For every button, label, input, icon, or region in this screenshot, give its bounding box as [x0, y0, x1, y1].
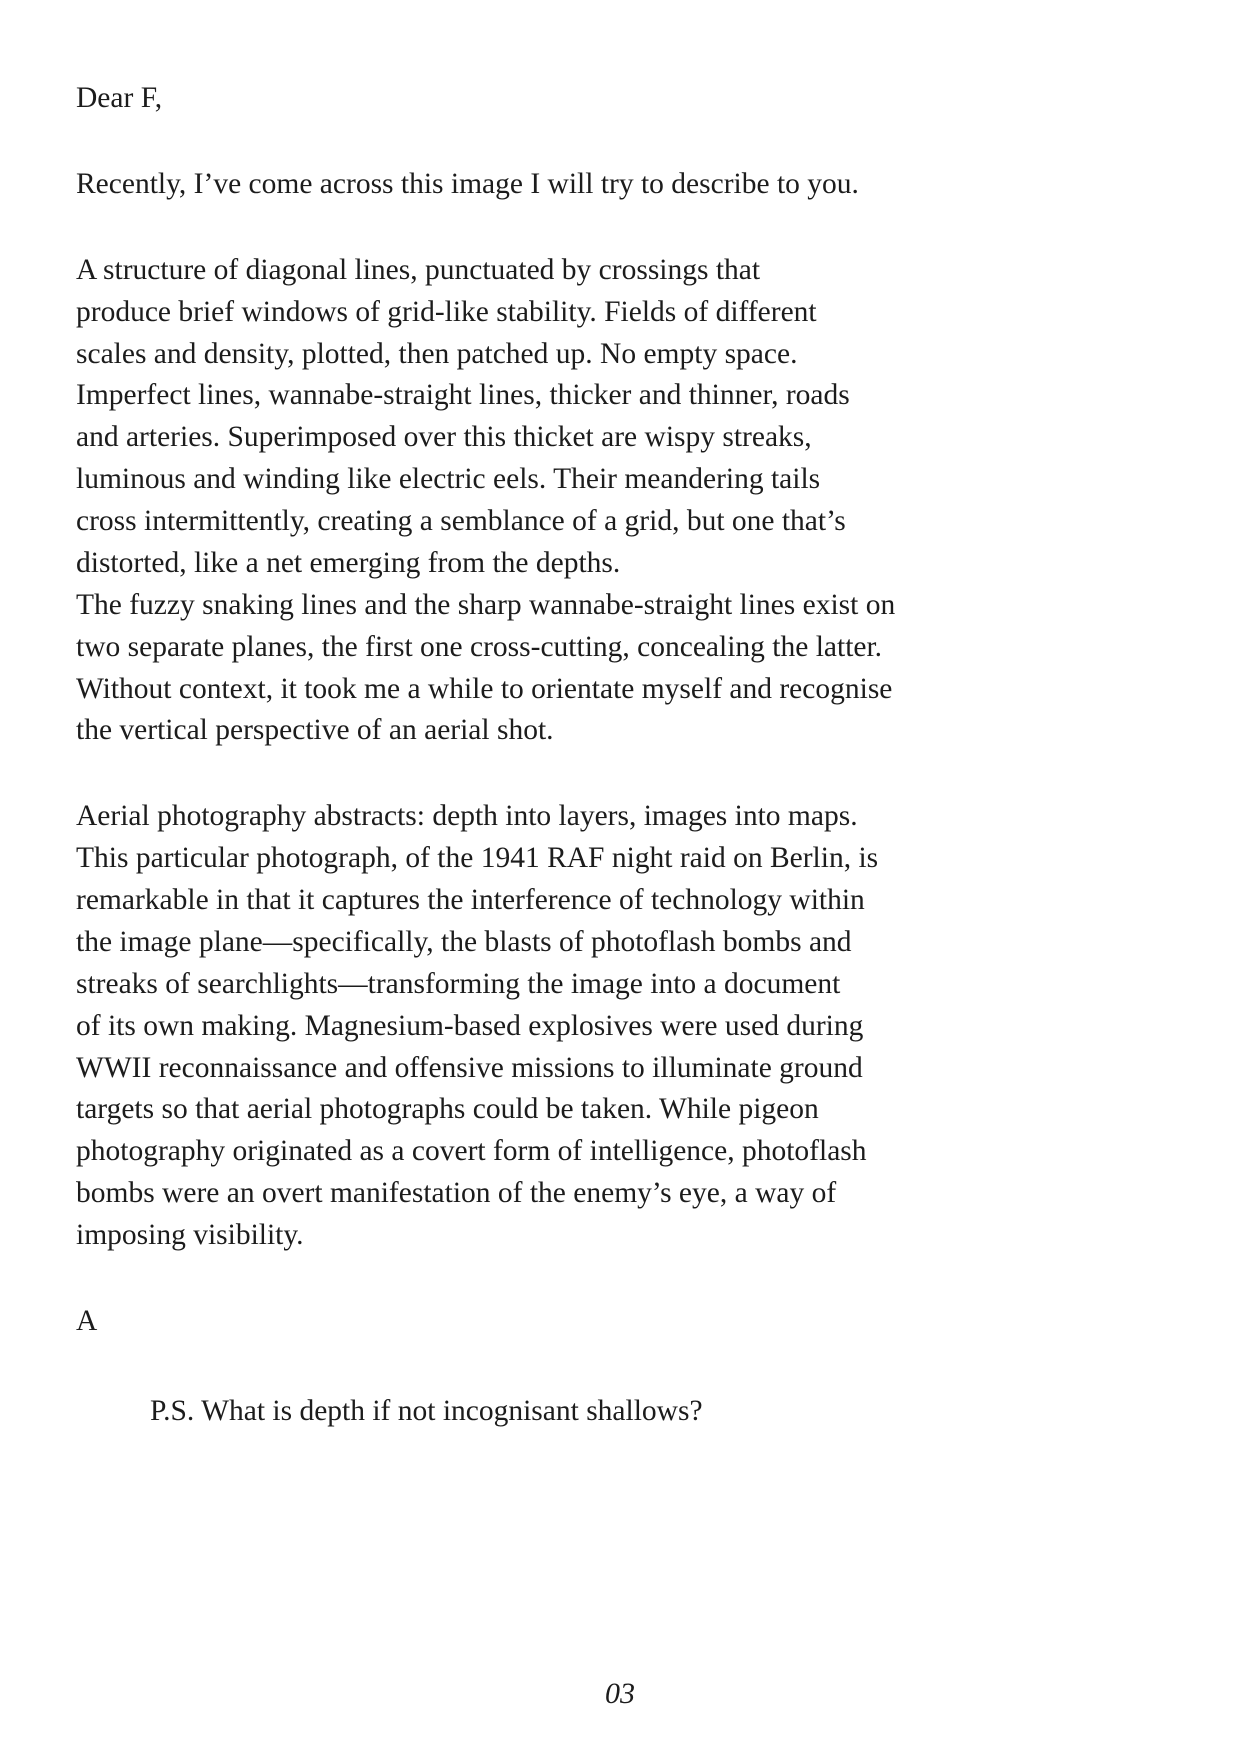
- paragraph-aerial-photography: Aerial photography abstracts: depth into layers, images into maps. This particular photograph, of the 1941 RAF night raid on Berlin, is remarkable in that it captures the interference of technology within the image plane—specifically, the blasts of photoflash bombs and streaks of searchlights—transforming the image into a document of its own making. Magnesium-based explosives were used during WWII reconnaissance and offensive missions to illuminate ground targets so that aerial photographs could be taken. While pigeon photography originated as a covert form of intelligence, photoflash bombs were an overt manifestation of the enemy’s eye, a way of imposing visibility.: [76, 800, 879, 1251]
- signature: A: [76, 1304, 98, 1337]
- paragraph-intro: Recently, I’ve come across this image I will try to describe to you.: [76, 167, 859, 200]
- page-number: 03: [605, 1677, 635, 1711]
- salutation: Dear F,: [76, 82, 163, 114]
- paragraph-image-description: A structure of diagonal lines, punctuated by crossings that produce brief windows of grid-like stability. Fields of different scales and density, plotted, then patched up. No empty space. Imperfect lines, wannabe-straight lines, thicker and thinner, roads and arteries. Superimposed over this thicket are wispy streaks, luminous and winding like electric eels. Their meandering tails cross intermittently, creating a semblance of a grid, but one that’s distorted, like a net emerging from the depths. The fuzzy snaking lines and the sharp wannabe-straight lines exist on two separate planes, the first one cross-cutting, concealing the latter. Without context, it took me a while to orientate myself and recognise the vertical perspective of an aerial shot.: [76, 253, 896, 747]
- postscript: P.S. What is depth if not incognisant shallows?: [150, 1394, 703, 1427]
